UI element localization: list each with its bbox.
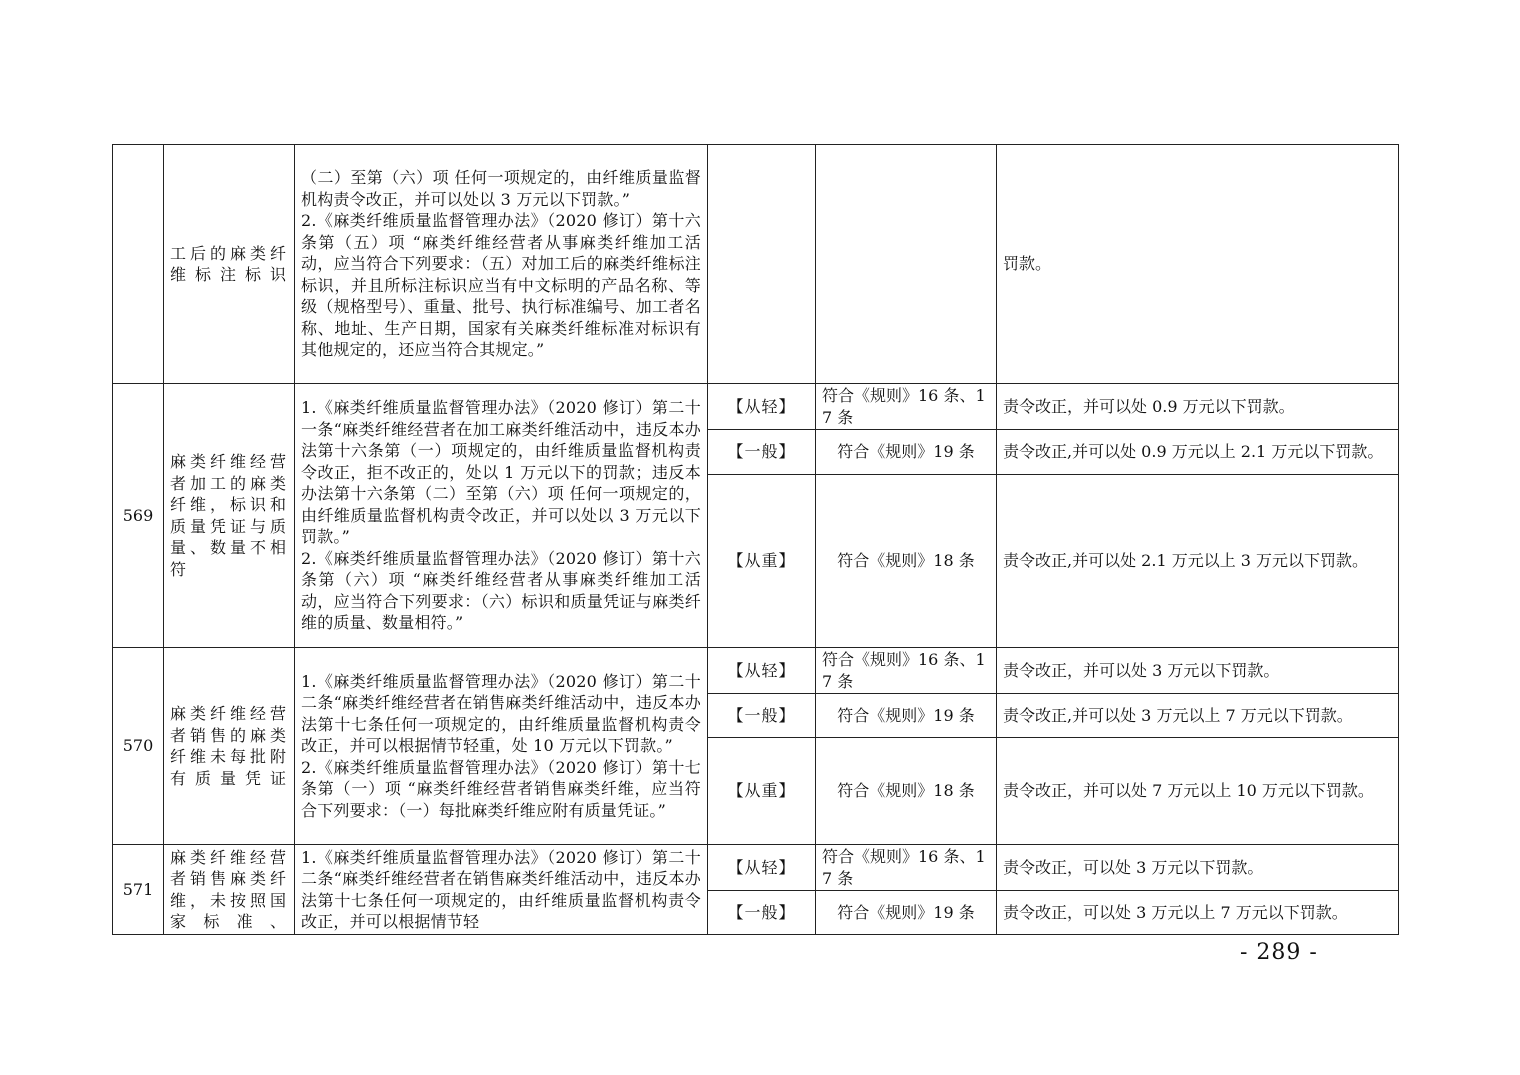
penalty-cell: 罚款。 (997, 145, 1399, 384)
penalty-cell: 责令改正，可以处 3 万元以下罚款。 (997, 845, 1399, 891)
item-number-cell: 570 (113, 648, 164, 845)
condition-cell (816, 145, 997, 384)
level-cell: 【一般】 (708, 694, 816, 738)
level-cell: 【从重】 (708, 738, 816, 845)
legal-basis-cell: 1.《麻类纤维质量监督管理办法》（2020 修订）第二十二条“麻类纤维经营者在销售麻类纤维活动中，违反本办法第十七条任何一项规定的，由纤维质量监督机构责令改正，并可以根据情节轻 (295, 845, 708, 935)
penalty-cell: 责令改正，并可以处 7 万元以上 10 万元以下罚款。 (997, 738, 1399, 845)
level-cell: 【从轻】 (708, 845, 816, 891)
penalty-cell: 责令改正，并可以处 3 万元以下罚款。 (997, 648, 1399, 694)
condition-cell: 符合《规则》18 条 (816, 475, 997, 648)
level-cell: 【从轻】 (708, 648, 816, 694)
legal-basis-cell: （二）至第（六）项 任何一项规定的，由纤维质量监督机构责令改正，并可以处以 3 万元以下罚款。” 2.《麻类纤维质量监督管理办法》（2020 修订）第十六条第（五）项 “麻类纤维经营者从事麻类纤维加工活动，应当符合下列要求：（五）对加工后的麻类纤维标注标识，并且所标注标识应当有中文标明的产品名称、等级（规格型号）、重量、批号、执行标准编号、加工者名称、地址、生产日期，国家有关麻类纤维标准对标识有其他规定的，还应当符合其规定。” (295, 145, 708, 384)
table-row (113, 648, 1399, 694)
level-cell (708, 145, 816, 384)
table-row (113, 145, 1399, 384)
level-cell: 【从重】 (708, 475, 816, 648)
level-cell: 【一般】 (708, 430, 816, 475)
legal-basis-cell: 1.《麻类纤维质量监督管理办法》（2020 修订）第二十二条“麻类纤维经营者在销售麻类纤维活动中，违反本办法第十七条任何一项规定的，由纤维质量监督机构责令改正，并可以根据情节轻重，处 10 万元以下罚款。” 2.《麻类纤维质量监督管理办法》（2020 修订）第十七条第（一）项 “麻类纤维经营者销售麻类纤维，应当符合下列要求：（一）每批麻类纤维应附有质量凭证。” (295, 648, 708, 845)
penalty-standards-table (112, 144, 1399, 935)
level-cell: 【从轻】 (708, 384, 816, 430)
condition-cell: 符合《规则》18 条 (816, 738, 997, 845)
condition-cell: 符合《规则》19 条 (816, 694, 997, 738)
table-row (113, 845, 1399, 891)
item-number-cell: 569 (113, 384, 164, 648)
condition-cell: 符合《规则》16 条、17 条 (816, 648, 997, 694)
violation-name-cell: 麻类纤维经营者加工的麻类纤维，标识和质量凭证与质量、数量不相符 (164, 384, 295, 648)
condition-cell: 符合《规则》19 条 (816, 891, 997, 935)
page-number: - 289 - (1240, 940, 1318, 965)
item-number-cell: 571 (113, 845, 164, 935)
violation-name-cell: 工后的麻类纤维标注标识 (164, 145, 295, 384)
item-number-cell (113, 145, 164, 384)
violation-name-cell: 麻类纤维经营者销售麻类纤维，未按照国家标准、 (164, 845, 295, 935)
level-cell: 【一般】 (708, 891, 816, 935)
penalty-cell: 责令改正，并可以处 0.9 万元以下罚款。 (997, 384, 1399, 430)
legal-basis-cell: 1.《麻类纤维质量监督管理办法》（2020 修订）第二十一条“麻类纤维经营者在加工麻类纤维活动中，违反本办法第十六条第（一）项规定的，由纤维质量监督机构责令改正，拒不改正的，处以 1 万元以下的罚款；违反本办法第十六条第（二）至第（六）项 任何一项规定的，由纤维质量监督机构责令改正，并可以处以 3 万元以下罚款。” 2.《麻类纤维质量监督管理办法》（2020 修订）第十六条第（六）项 “麻类纤维经营者从事麻类纤维加工活动，应当符合下列要求：（六）标识和质量凭证与麻类纤维的质量、数量相符。” (295, 384, 708, 648)
penalty-cell: 责令改正,并可以处 2.1 万元以上 3 万元以下罚款。 (997, 475, 1399, 648)
table-row (113, 384, 1399, 430)
penalty-cell: 责令改正,并可以处 0.9 万元以上 2.1 万元以下罚款。 (997, 430, 1399, 475)
penalty-cell: 责令改正，可以处 3 万元以上 7 万元以下罚款。 (997, 891, 1399, 935)
condition-cell: 符合《规则》19 条 (816, 430, 997, 475)
violation-name-cell: 麻类纤维经营者销售的麻类纤维未每批附有质量凭证 (164, 648, 295, 845)
condition-cell: 符合《规则》16 条、17 条 (816, 845, 997, 891)
condition-cell: 符合《规则》16 条、17 条 (816, 384, 997, 430)
penalty-cell: 责令改正,并可以处 3 万元以上 7 万元以下罚款。 (997, 694, 1399, 738)
